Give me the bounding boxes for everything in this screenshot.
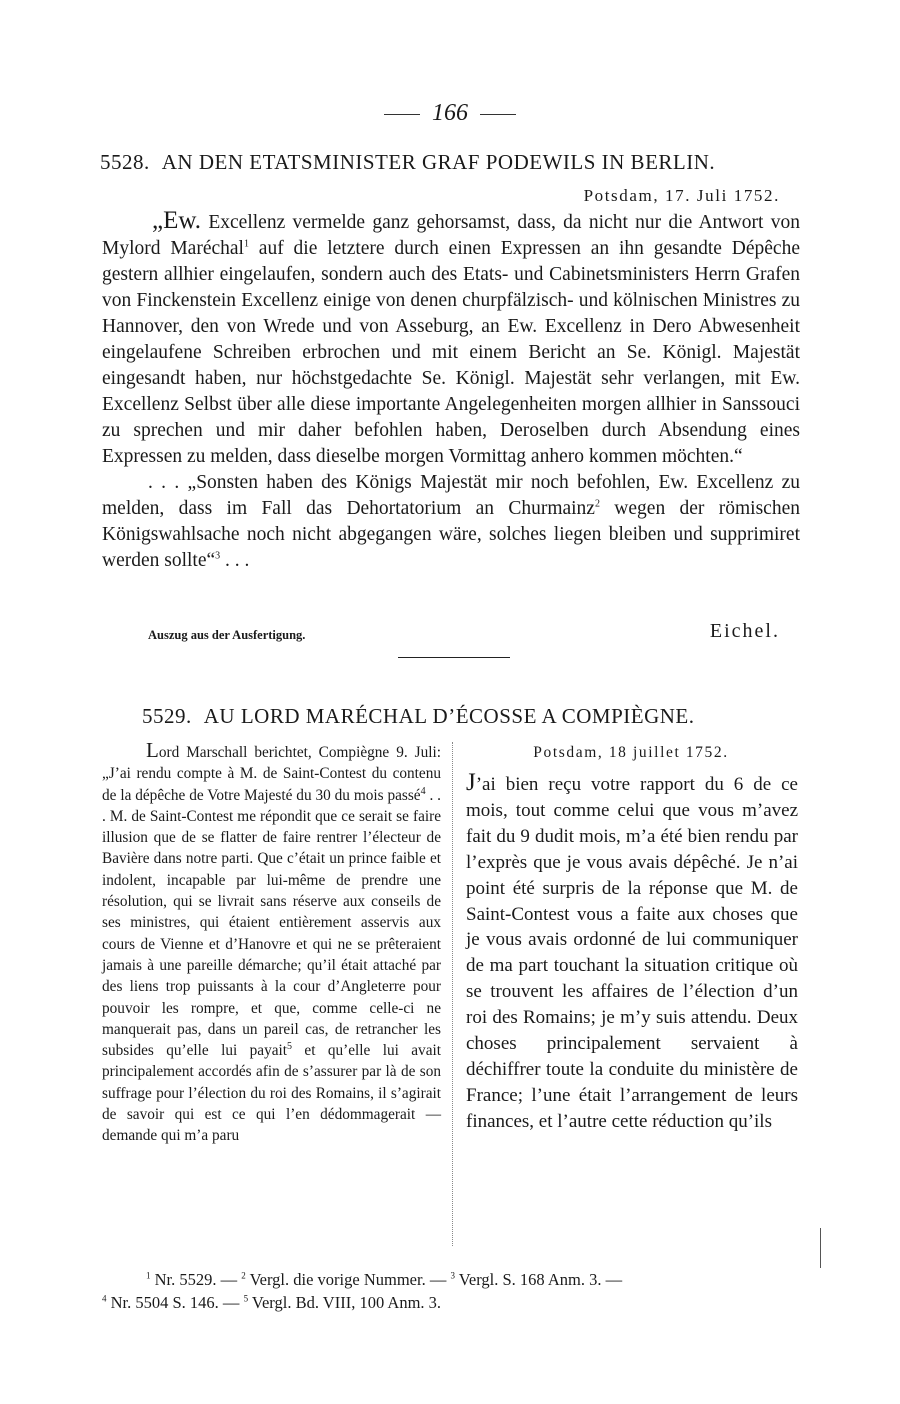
body-paragraph (466, 770, 798, 1135)
letter-number: 5529. (142, 704, 192, 728)
footnote-ref: 5 (287, 1041, 293, 1053)
page-number-text: 166 (432, 100, 468, 126)
footnote-text: Nr. 5504 S. 146. — (106, 1293, 244, 1312)
summary-paragraph (102, 740, 441, 1147)
footnote-text: Nr. 5529. — (150, 1270, 242, 1289)
text-run: . . . (220, 550, 250, 571)
footnote-line (102, 1268, 802, 1291)
text-run: Excellenz vermelde ganz gehorsamst, dass, da nicht nur die Antwort von Mylord Maréchal (102, 212, 800, 259)
letter-5529-dateline: Potsdam, 18 juillet 1752. (533, 744, 729, 761)
source-note: Auszug aus der Ausfertigung. (148, 628, 306, 642)
body-paragraph (102, 208, 800, 470)
text-run: . . . M. de Saint-Contest me répondit que ce serait se faire illusion que de se flatter de faire rentrer l’électeur de Bavière dans notre parti. Que c’était un prince faible et indolent, incapable par lui-même de prendre une résolution, qui se livrait sans réserve aux conseils de ses ministres, qui étaient entièrement asservis aux cours de Vienne et d’Hanovre et qui ne se prêteraient jamais à une pareille démarche; qu’il était attaché par des liens trop puissants à la cour d’Angleterre pour pouvoir les rompre, et que, comme celle-ci ne manquerait pas, dans un pareil cas, de retrancher les subsides qu’elle lui payait (102, 786, 441, 1060)
footnote-number: 2 (241, 1270, 246, 1281)
footnote-ref: 1 (243, 238, 249, 250)
footnote-line (102, 1291, 802, 1314)
letter-5528-dateline: Potsdam, 17. Juli 1752. (583, 186, 780, 205)
text-run: et qu’elle lui avait principalement accordés afin de s’assurer par là de son suffrage pour l’élection du roi des Romains, il s’agirait de savoir qui est ce qui l’en dédommagerait — demande qui m’a paru (102, 1042, 441, 1145)
letter-number: 5528. (100, 150, 150, 174)
footnote-number: 5 (243, 1293, 249, 1304)
footnote-ref: 2 (594, 498, 600, 510)
letter-title: AN DEN ETATSMINISTER GRAF PODEWILS IN BERLIN. (161, 150, 716, 174)
letter-5528-body (102, 208, 800, 574)
text-run: wegen der römischen Königswahlsache noch nicht abgegangen wäre, solches liegen bleiben und supprimiret werden sollte“ (102, 498, 800, 571)
footnote-ref: 3 (215, 550, 221, 562)
footnote-number: 4 (102, 1293, 107, 1304)
page-number-rule-left (384, 114, 420, 115)
footnote-ref: 4 (420, 785, 426, 797)
footnote-number: 1 (146, 1270, 151, 1281)
body-paragraph (102, 470, 800, 574)
initial-letter: L (146, 738, 159, 762)
letter-5528-heading (100, 150, 810, 175)
column-separator (452, 742, 453, 1246)
signature: Eichel. (709, 620, 780, 642)
section-divider (398, 657, 510, 658)
text-run: auf die letztere durch einen Expressen an ihn gesandte Dépêche gestern allhier eingelaufen, sondern auch des Etats- und Cabinetsministers Herrn Grafen von Finckenstein Excellenz einige von denen churpfälzisch- und kölnischen Ministres zu Hannover, den von Wrede und von Asseburg, an Ew. Excellenz in Dero Abwesenheit eingelaufene Schreiben erbrochen und mit einem Bericht an Se. Königl. Majestät eingesandt haben, nur höchstgedachte Se. Königl. Majestät sehr verlangen, mit Ew. Excellenz Selbst über alle diese importante Angelegenheiten morgen allhier in Sanssouci zu sprechen und mir daher befohlen haben, Deroselben durch Absendung eines Expressen zu melden, dass dieselbe morgen Vormittag anhero kommen möchten.“ (102, 238, 800, 467)
page-number (0, 100, 900, 127)
text-run: ord Marschall berichtet, Compiègne 9. Juli: „J’ai rendu compte à M. de Saint-Contest du contenu de la dépêche de Votre Majesté du 30 du mois passé (102, 744, 441, 804)
footnotes (102, 1268, 802, 1314)
report-summary-column (102, 740, 441, 1147)
margin-mark (820, 1228, 821, 1268)
initial-letter: J (466, 769, 476, 796)
footnote-text: Vergl. S. 168 Anm. 3. — (454, 1270, 623, 1289)
page-number-rule-right (480, 114, 516, 115)
footnote-text: Vergl. Bd. VIII, 100 Anm. 3. (248, 1293, 442, 1312)
letter-title: AU LORD MARÉCHAL D’ÉCOSSE A COMPIÈGNE. (203, 704, 695, 728)
opening-word: „Ew. (152, 207, 202, 234)
text-run: . . . „Sonsten haben des Königs Majestät mir noch befohlen, Ew. Excellenz zu melden, dass im Fall das Dehortatorium an Churmainz (102, 472, 800, 519)
text-run: ’ai bien reçu votre rapport du 6 de ce mois, tout comme celui que vous m’avez fait du 9 dudit mois, m’a été bien rendu par l’exprès que je vous avais dépêché. Je n’ai point été surpris de la réponse que M. de Saint-Contest vous a faite aux choses que je vous avais ordonné de lui communiquer de ma part touchant la situation critique où se trouvent les affaires de l’élection d’un roi des Romains; je m’y suis attendu. Deux choses principalement servaient à déchiffrer toute la conduite du ministère de France; l’une était l’arrangement de leurs finances, et l’autre cette réduction qu’ils (466, 774, 798, 1132)
footnote-number: 3 (450, 1270, 455, 1281)
letter-5529-heading (142, 704, 852, 729)
letter-5529-body (466, 770, 798, 1135)
footnote-text: Vergl. die vorige Nummer. — (245, 1270, 451, 1289)
